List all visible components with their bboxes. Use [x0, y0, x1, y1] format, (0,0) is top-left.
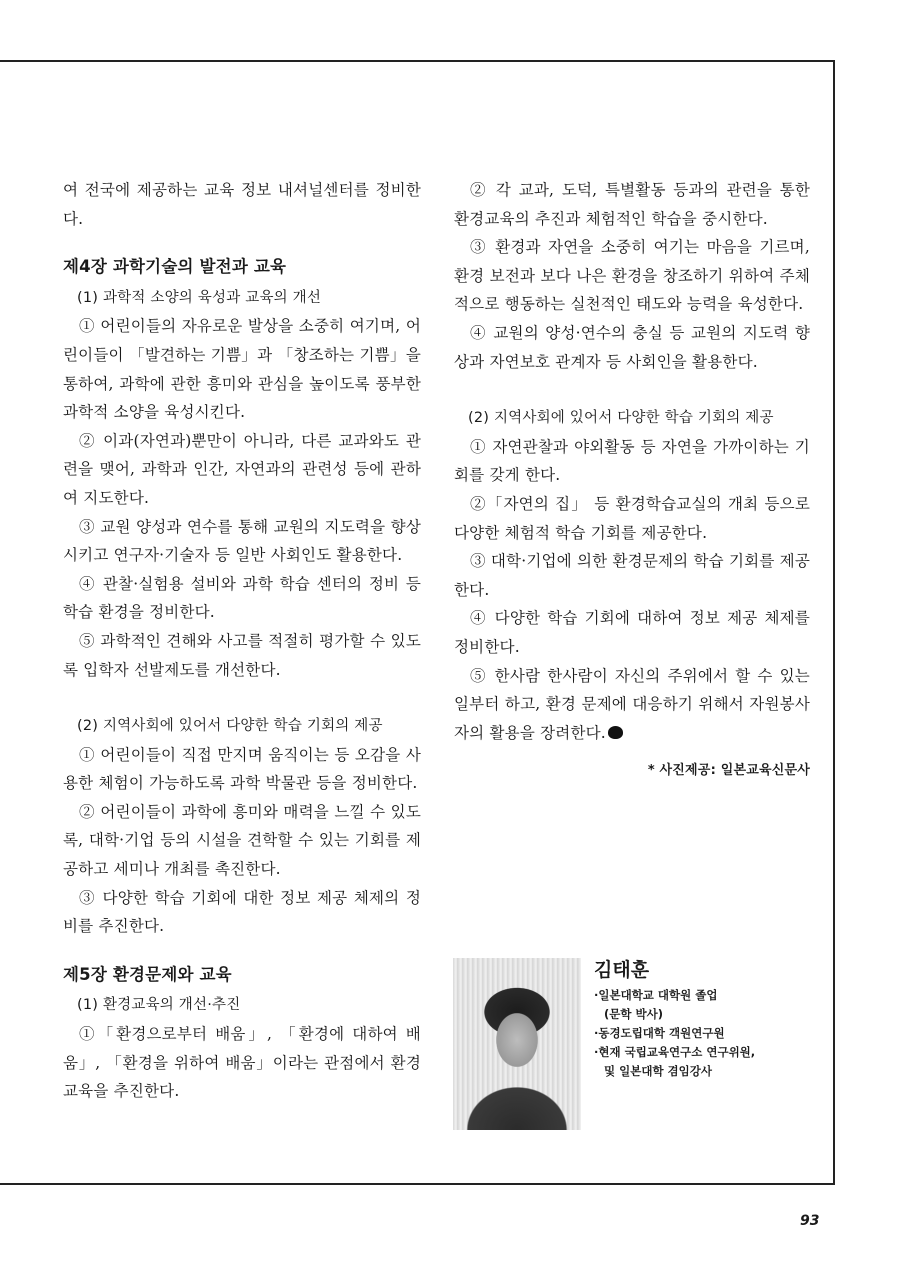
- page-number: 93: [800, 1213, 820, 1229]
- section-community-env-title: (2) 지역사회에 있어서 다양한 학습 기회의 제공: [468, 410, 774, 427]
- science-item-2: ② 이과(자연과)뿐만이 아니라, 다른 교과와도 관련을 맺어, 과학과 인간, 자연과의 관련성 등에 관하여 지도한다.: [63, 431, 421, 507]
- community-science-item-1: ① 어린이들이 직접 만지며 움직이는 등 오감을 사용한 체험이 가능하도록 과학 박물관 등을 정비한다.: [63, 745, 421, 793]
- bio-line: ·일본대학교 대학원 졸업: [594, 988, 718, 1002]
- bio-line: (문학 박사): [604, 1007, 663, 1021]
- bio-line: ·현재 국립교육연구소 연구위원,: [594, 1045, 756, 1059]
- photo-credit: * 사진제공: 일본교육신문사: [647, 763, 810, 779]
- bio-line: 및 일본대학 겸임강사: [604, 1064, 712, 1078]
- community-env-item-5-text: ⑤ 한사람 한사람이 자신의 주위에서 할 수 있는 일부터 하고, 환경 문제에 대응하기 위해서 자원봉사자의 활용을 장려한다.: [454, 666, 810, 742]
- science-item-1: ① 어린이들의 자유로운 발상을 소중히 여기며, 어린이들이 「발견하는 기쁨」과 「창조하는 기쁨」을 통하여, 과학에 관한 흥미와 관심을 높이도록 풍부한 과학적 소양을 육성시킨다.: [63, 317, 421, 422]
- author-name: 김태훈: [594, 959, 650, 981]
- section-gap: [63, 684, 421, 712]
- env-item-3: ③ 환경과 자연을 소중히 여기는 마음을 기르며, 환경 보전과 보다 나은 환경을 창조하기 위하여 주체적으로 행동하는 실천적인 태도와 능력을 육성한다.: [454, 238, 810, 314]
- community-science-item-2: ② 어린이들이 과학에 흥미와 매력을 느낄 수 있도록, 대학·기업 등의 시설을 견학할 수 있는 기회를 제공하고 세미나 개최를 촉진한다.: [63, 802, 421, 879]
- chapter-4-title: 제4장 과학기술의 발전과 교육: [63, 257, 287, 277]
- section-science-literacy-title: (1) 과학적 소양의 육성과 교육의 개선: [77, 289, 322, 306]
- env-item-1: ①「환경으로부터 배움」, 「환경에 대하여 배움」, 「환경을 위하여 배움」이라는 관점에서 환경교육을 추진한다.: [63, 1025, 421, 1101]
- right-column: [454, 176, 810, 786]
- community-env-item-5: [454, 662, 810, 748]
- science-item-4: ④ 관찰·실험용 설비와 과학 학습 센터의 정비 등 학습 환경을 정비한다.: [63, 574, 421, 622]
- env-item-2: ② 각 교과, 도덕, 특별활동 등과의 관련을 통한 환경교육의 추진과 체험적인 학습을 중시한다.: [454, 181, 810, 228]
- author-bio: [594, 955, 834, 1081]
- article-end-icon: [608, 726, 623, 739]
- frame-top-rule: [0, 60, 835, 62]
- community-env-item-3: ③ 대학·기업에 의한 환경문제의 학습 기회를 제공한다.: [454, 552, 810, 599]
- left-column: [63, 176, 421, 1106]
- community-science-item-3: ③ 다양한 학습 기회에 대한 정보 제공 체제의 정비를 추진한다.: [63, 888, 421, 936]
- science-item-3: ③ 교원 양성과 연수를 통해 교원의 지도력을 향상시키고 연구자·기술자 등 일반 사회인도 활용한다.: [63, 517, 421, 565]
- community-env-item-1: ① 자연관찰과 야외활동 등 자연을 가까이하는 기회를 갖게 한다.: [454, 437, 810, 485]
- section-env-education-title: (1) 환경교육의 개선·추진: [77, 997, 241, 1014]
- chapter-5-title: 제5장 환경문제와 교육: [63, 964, 232, 984]
- bio-line: ·동경도립대학 객원연구원: [594, 1026, 725, 1040]
- section-community-science-title: (2) 지역사회에 있어서 다양한 학습 기회의 제공: [77, 718, 383, 735]
- intro-paragraph: 여 전국에 제공하는 교육 정보 내셔널센터를 정비한다.: [63, 181, 421, 228]
- community-env-item-2: ②「자연의 집」 등 환경학습교실의 개최 등으로 다양한 체험적 학습 기회를 제공한다.: [454, 494, 810, 542]
- frame-bottom-rule: [0, 1183, 835, 1185]
- env-item-4: ④ 교원의 양성·연수의 충실 등 교원의 지도력 향상과 자연보호 관계자 등 사회인을 활용한다.: [454, 323, 810, 371]
- section-gap: [454, 376, 810, 404]
- science-item-5: ⑤ 과학적인 견해와 사고를 적절히 평가할 수 있도록 입학자 선발제도를 개선한다.: [63, 631, 421, 679]
- community-env-item-4: ④ 다양한 학습 기회에 대하여 정보 제공 체제를 정비한다.: [454, 609, 810, 656]
- author-photo: [453, 958, 581, 1130]
